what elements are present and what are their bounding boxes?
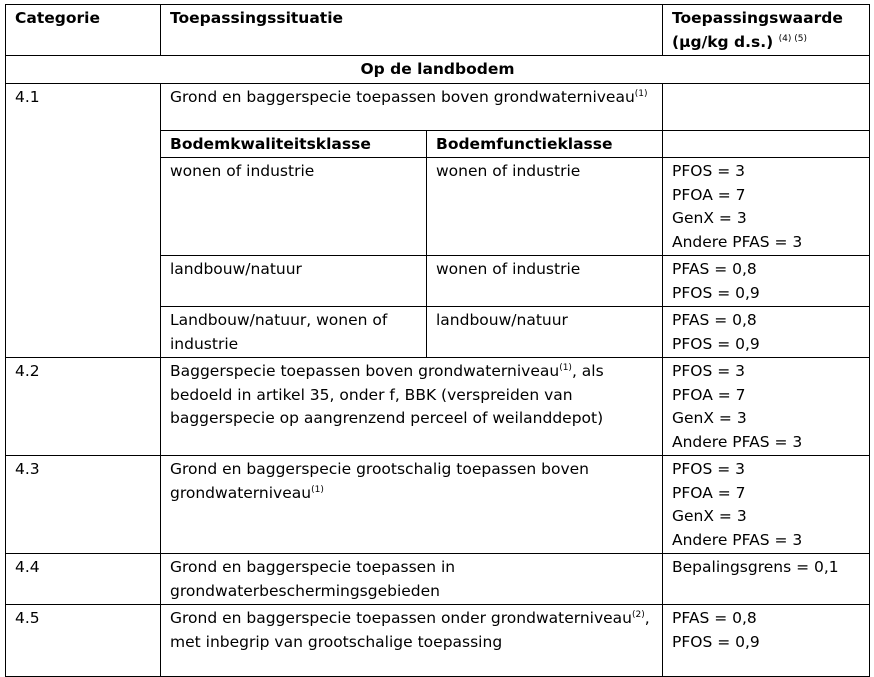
value-list: PFOS = 3 PFOA = 7 GenX = 3 Andere PFAS = 3 xyxy=(663,456,870,554)
header-row xyxy=(6,5,870,56)
table-row-4-3 xyxy=(6,456,870,554)
value-list: PFAS = 0,8 PFOS = 0,9 xyxy=(663,256,870,307)
pfas-table xyxy=(5,4,870,677)
quality-class: wonen of industrie xyxy=(161,158,427,256)
header-categorie: Categorie xyxy=(6,5,161,56)
value-cell-empty xyxy=(663,130,870,158)
category-code: 4.3 xyxy=(6,456,161,554)
category-code: 4.4 xyxy=(6,554,161,605)
section-row xyxy=(6,56,870,84)
value-list: PFOS = 3 PFOA = 7 GenX = 3 Andere PFAS = 3 xyxy=(663,358,870,456)
section-title: Op de landbodem xyxy=(6,56,870,84)
value-list: PFAS = 0,8 PFOS = 0,9 xyxy=(663,605,870,677)
value-list: PFAS = 0,8 PFOS = 0,9 xyxy=(663,307,870,358)
quality-class: landbouw/natuur xyxy=(161,256,427,307)
category-code: 4.2 xyxy=(6,358,161,456)
category-code: 4.1 xyxy=(6,83,161,358)
quality-class: Landbouw/natuur, wonen of industrie xyxy=(161,307,427,358)
value-list: Bepalingsgrens = 0,1 xyxy=(663,554,870,605)
value-list: PFOS = 3 PFOA = 7 GenX = 3 Andere PFAS = 3 xyxy=(663,158,870,256)
header-toepassingssituatie: Toepassingssituatie xyxy=(161,5,663,56)
sub-header-bodemfunctieklasse: Bodemfunctieklasse xyxy=(427,130,663,158)
function-class: wonen of industrie xyxy=(427,158,663,256)
category-code: 4.5 xyxy=(6,605,161,677)
situation-text: Grond en baggerspecie toepassen boven grondwaterniveau$^{(1)}$ xyxy=(161,83,663,130)
table-row-4-1 xyxy=(6,83,870,130)
function-class: landbouw/natuur xyxy=(427,307,663,358)
sub-header-bodemkwaliteitsklasse: Bodemkwaliteitsklasse xyxy=(161,130,427,158)
value-cell-empty xyxy=(663,83,870,130)
situation-text: Grond en baggerspecie toepassen onder grondwaterniveau$^{(2)}$, met inbegrip van grootschalige toepassing xyxy=(161,605,663,677)
table-row-4-2 xyxy=(6,358,870,456)
table-row-4-4 xyxy=(6,554,870,605)
situation-text: Grond en baggerspecie toepassen in grondwaterbeschermingsgebieden xyxy=(161,554,663,605)
header-toepassingswaarde: Toepassingswaarde (µg/kg d.s.) $^{(4) (5)}$ xyxy=(663,5,870,56)
table-row-4-5 xyxy=(6,605,870,677)
situation-text: Baggerspecie toepassen boven grondwaterniveau$^{(1)}$, als bedoeld in artikel 35, onder f, BBK (verspreiden van baggerspecie op aangrenzend perceel of weilanddepot) xyxy=(161,358,663,456)
function-class: wonen of industrie xyxy=(427,256,663,307)
situation-text: Grond en baggerspecie grootschalig toepassen boven grondwaterniveau$^{(1)}$ xyxy=(161,456,663,554)
